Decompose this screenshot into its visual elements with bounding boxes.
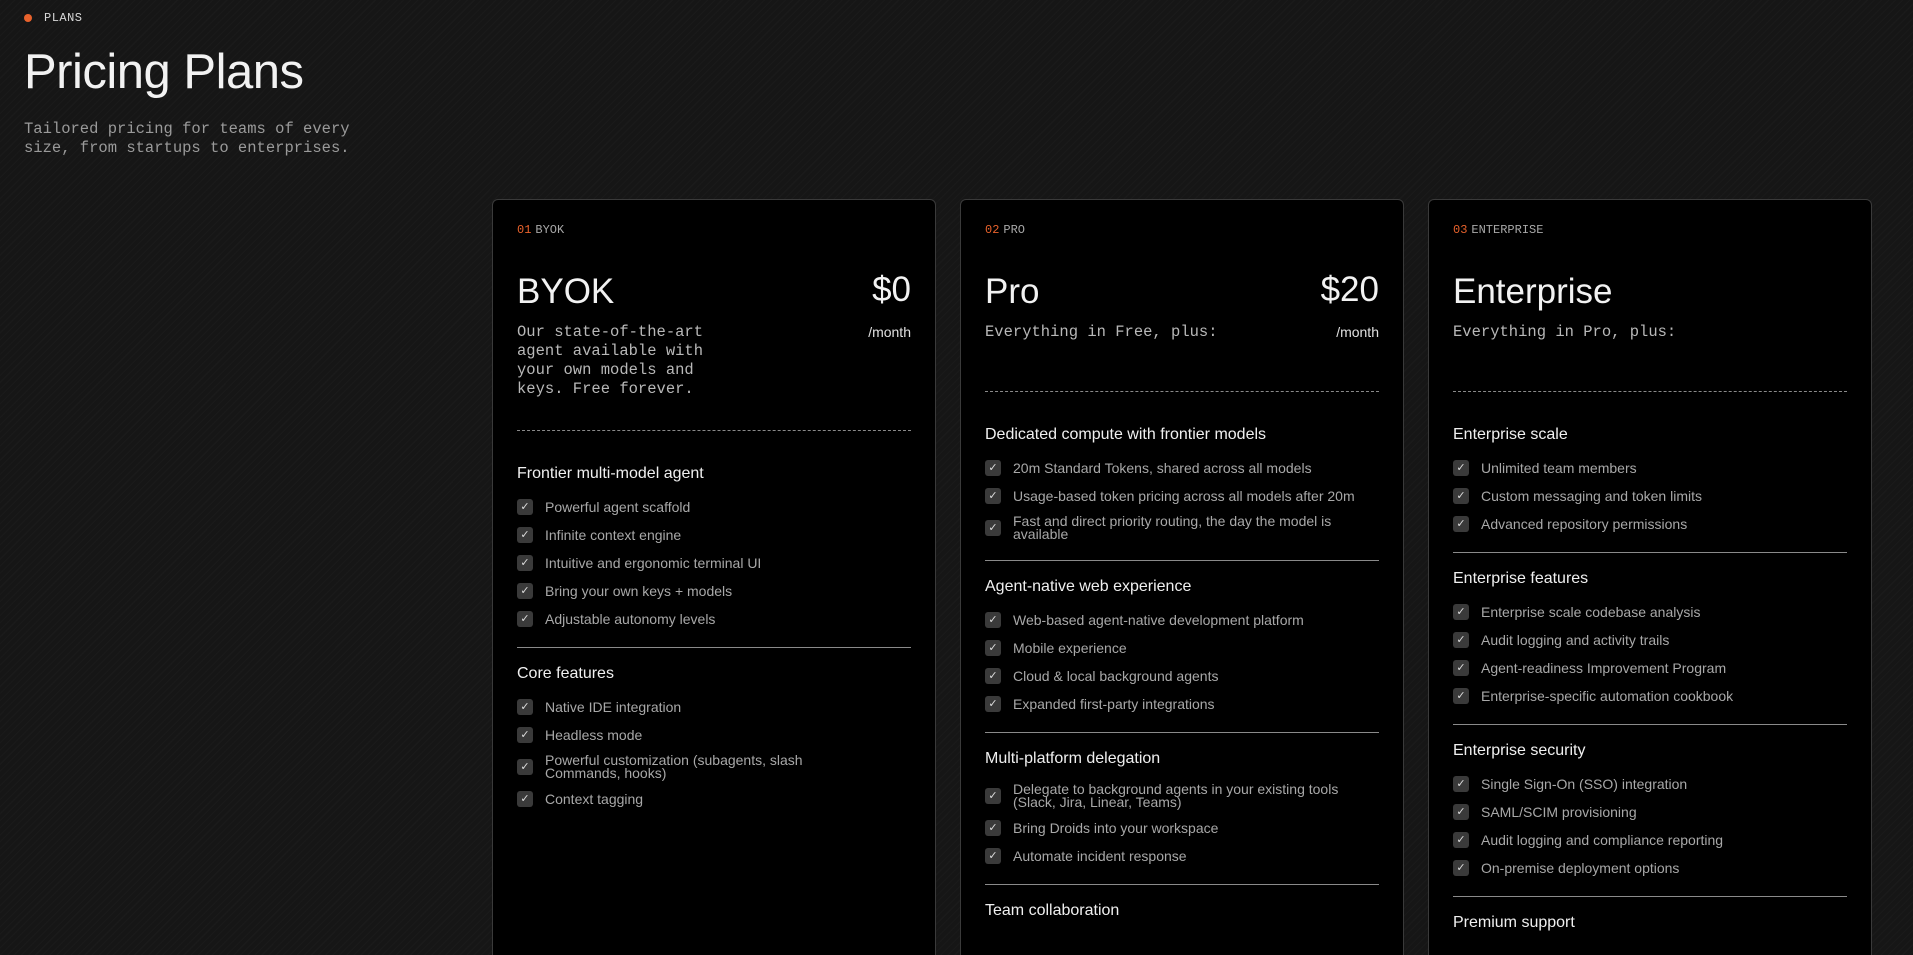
dashed-divider	[985, 391, 1379, 392]
feature-item: ✓ Custom messaging and token limits	[1453, 487, 1847, 505]
feature-item: ✓ Bring your own keys + models	[517, 582, 911, 600]
plan-number: 02	[985, 223, 1000, 237]
dashed-divider	[1453, 391, 1847, 392]
feature-item: ✓ Headless mode	[517, 726, 911, 744]
plan-period: /month	[1336, 324, 1379, 340]
check-icon: ✓	[985, 640, 1001, 656]
check-icon: ✓	[985, 520, 1001, 536]
feature-item: ✓ Usage-based token pricing across all models after 20m	[985, 487, 1379, 505]
check-icon: ✓	[1453, 804, 1469, 820]
plan-number: 01	[517, 223, 532, 237]
accent-dot-icon	[24, 14, 32, 22]
plan-card-enterprise[interactable]	[1428, 199, 1872, 955]
feature-item: ✓ Delegate to background agents in your existing tools (Slack, Jira, Linear, Teams)	[985, 783, 1379, 809]
feature-section-title: Dedicated compute with frontier models	[985, 426, 1267, 443]
plan-tag-label: BYOK	[535, 223, 565, 237]
plan-description: Everything in Free, plus:	[985, 323, 1218, 341]
plan-description: Everything in Pro, plus:	[1453, 323, 1677, 341]
check-icon: ✓	[1453, 860, 1469, 876]
feature-item: ✓ SAML/SCIM provisioning	[1453, 803, 1847, 821]
feature-section	[1453, 425, 1847, 552]
feature-item: ✓ Enterprise-specific automation cookbook	[1453, 687, 1847, 705]
check-icon: ✓	[517, 791, 533, 807]
check-icon: ✓	[1453, 488, 1469, 504]
check-icon: ✓	[517, 555, 533, 571]
plan-price: $0	[872, 270, 911, 309]
check-icon: ✓	[1453, 832, 1469, 848]
feature-item: ✓ Fast and direct priority routing, the day the model is available	[985, 515, 1379, 541]
feature-section-title: Premium support	[1453, 914, 1575, 931]
check-icon: ✓	[517, 499, 533, 515]
feature-item: ✓ Agent-readiness Improvement Program	[1453, 659, 1847, 677]
plan-number: 03	[1453, 223, 1468, 237]
feature-section-title: Frontier multi-model agent	[517, 465, 704, 482]
check-icon: ✓	[985, 612, 1001, 628]
check-icon: ✓	[985, 668, 1001, 684]
eyebrow-label: PLANS	[44, 11, 83, 25]
feature-item: ✓ Automate incident response	[985, 847, 1379, 865]
check-icon: ✓	[985, 696, 1001, 712]
feature-section	[985, 884, 1379, 954]
plan-name: Enterprise	[1453, 272, 1613, 311]
feature-section	[985, 425, 1379, 560]
feature-item: ✓ Intuitive and ergonomic terminal UI	[517, 554, 911, 572]
check-icon: ✓	[517, 527, 533, 543]
feature-item: ✓ Infinite context engine	[517, 526, 911, 544]
feature-section	[517, 647, 911, 827]
feature-item: ✓ On-premise deployment options	[1453, 859, 1847, 877]
feature-item: ✓ Native IDE integration	[517, 698, 911, 716]
check-icon: ✓	[517, 583, 533, 599]
check-icon: ✓	[1453, 660, 1469, 676]
check-icon: ✓	[517, 759, 533, 775]
check-icon: ✓	[985, 460, 1001, 476]
feature-item: ✓ Expanded first-party integrations	[985, 695, 1379, 713]
check-icon: ✓	[985, 820, 1001, 836]
feature-section-title: Enterprise features	[1453, 570, 1589, 587]
feature-section	[517, 464, 911, 647]
feature-item: ✓ Mobile experience	[985, 639, 1379, 657]
section-eyebrow	[24, 11, 83, 25]
plan-tag	[985, 223, 1025, 237]
feature-section-title: Enterprise scale	[1453, 426, 1568, 443]
feature-list	[517, 464, 911, 827]
feature-section	[1453, 552, 1847, 724]
check-icon: ✓	[985, 848, 1001, 864]
check-icon: ✓	[517, 611, 533, 627]
plan-tag-label: PRO	[1003, 223, 1026, 237]
plan-period: /month	[868, 324, 911, 340]
plan-card-pro[interactable]	[960, 199, 1404, 955]
plan-tag-label: ENTERPRISE	[1471, 223, 1544, 237]
check-icon: ✓	[1453, 776, 1469, 792]
check-icon: ✓	[1453, 604, 1469, 620]
plan-tag	[517, 223, 564, 237]
feature-item: ✓ Unlimited team members	[1453, 459, 1847, 477]
feature-item: ✓ Enterprise scale codebase analysis	[1453, 603, 1847, 621]
feature-section-title: Agent-native web experience	[985, 578, 1192, 595]
check-icon: ✓	[517, 727, 533, 743]
feature-item: ✓ Powerful customization (subagents, slash Commands, hooks)	[517, 754, 911, 780]
feature-section	[1453, 896, 1847, 955]
page-subtitle: Tailored pricing for teams of every size, from startups to enterprises.	[24, 120, 350, 157]
feature-section	[985, 560, 1379, 732]
feature-item: ✓ 20m Standard Tokens, shared across all models	[985, 459, 1379, 477]
feature-item: ✓ Advanced repository permissions	[1453, 515, 1847, 533]
feature-item: ✓ Context tagging	[517, 790, 911, 808]
page-title: Pricing Plans	[24, 45, 304, 99]
feature-section-title: Team collaboration	[985, 902, 1120, 919]
feature-item: ✓ Cloud & local background agents	[985, 667, 1379, 685]
check-icon: ✓	[1453, 632, 1469, 648]
dashed-divider	[517, 430, 911, 431]
feature-list	[985, 425, 1379, 954]
feature-item: ✓ Single Sign-On (SSO) integration	[1453, 775, 1847, 793]
check-icon: ✓	[1453, 688, 1469, 704]
feature-list	[1453, 425, 1847, 955]
plan-card-byok[interactable]	[492, 199, 936, 955]
check-icon: ✓	[517, 699, 533, 715]
check-icon: ✓	[1453, 460, 1469, 476]
plan-description: Our state-of-the-art agent available with your own models and keys. Free forever.	[517, 323, 704, 398]
check-icon: ✓	[1453, 516, 1469, 532]
feature-section-title: Enterprise security	[1453, 742, 1586, 759]
feature-item: ✓ Adjustable autonomy levels	[517, 610, 911, 628]
feature-item: ✓ Web-based agent-native development platform	[985, 611, 1379, 629]
feature-section	[1453, 724, 1847, 896]
plan-tag	[1453, 223, 1543, 237]
feature-section	[985, 732, 1379, 884]
feature-section-title: Multi-platform delegation	[985, 750, 1161, 767]
check-icon: ✓	[985, 488, 1001, 504]
feature-item: ✓ Powerful agent scaffold	[517, 498, 911, 516]
feature-section-title: Core features	[517, 665, 614, 682]
plan-name: Pro	[985, 272, 1040, 311]
check-icon: ✓	[985, 788, 1001, 804]
feature-item: ✓ Audit logging and compliance reporting	[1453, 831, 1847, 849]
plan-name: BYOK	[517, 272, 615, 311]
plan-price: $20	[1320, 270, 1379, 309]
feature-item: ✓ Audit logging and activity trails	[1453, 631, 1847, 649]
feature-item: ✓ Bring Droids into your workspace	[985, 819, 1379, 837]
